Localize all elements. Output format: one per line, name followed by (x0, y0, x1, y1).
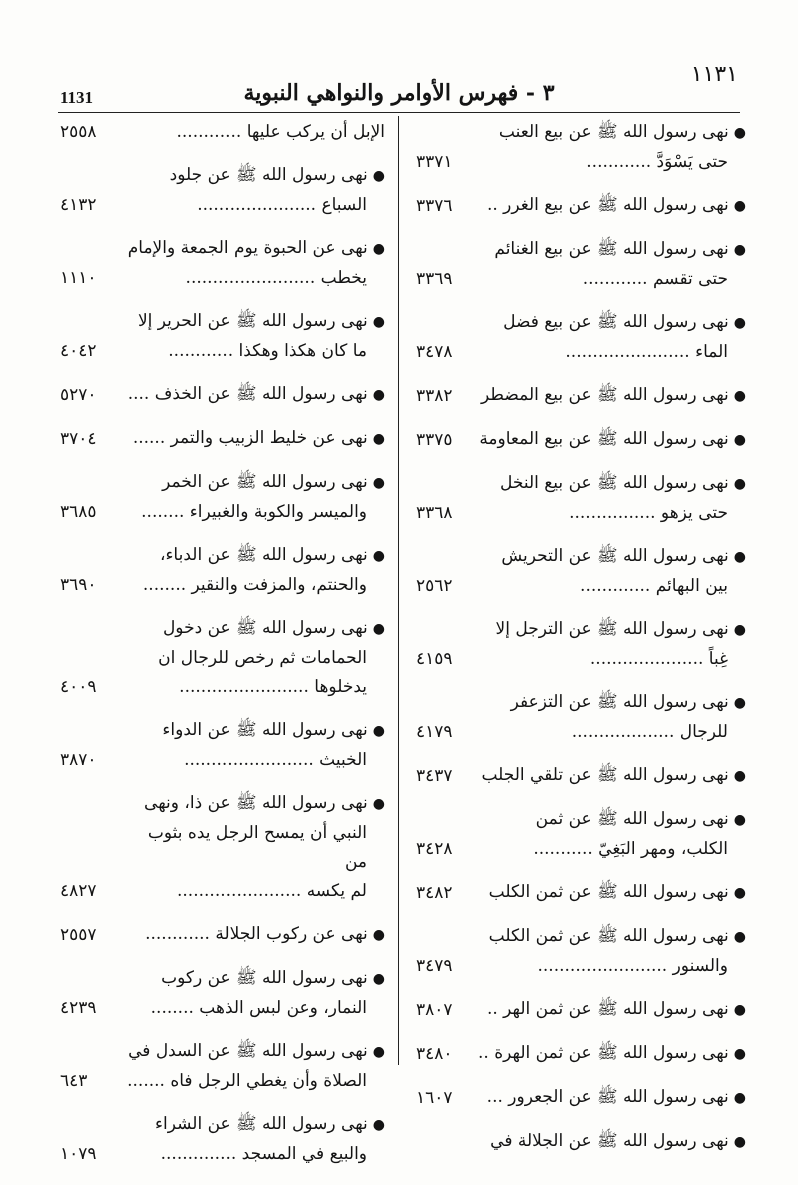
entry-line-text: حتى يَسْوَدَّ ............ (586, 152, 728, 172)
entry-text (478, 995, 746, 1025)
bullet-icon: ● (733, 812, 746, 828)
entry-line (122, 571, 385, 600)
bullet-icon: ● (733, 768, 746, 784)
entry-line (122, 789, 385, 819)
entry-line (122, 994, 385, 1023)
entry-line-text: نهى رسول الله ﷺ عن بيع العنب (498, 122, 729, 142)
entry-line-text: والسنور ........................ (537, 956, 728, 976)
entry-text (122, 161, 385, 220)
entry-text (478, 469, 746, 528)
index-entry (416, 615, 746, 674)
bullet-icon: ● (372, 1117, 385, 1133)
entry-text (122, 789, 385, 906)
entry-line (478, 235, 746, 265)
entry-line-text: الماء ....................... (565, 342, 728, 362)
hadith-number: ٤٠٠٩ (60, 677, 97, 697)
hadith-number: ٣٣٧٥ (416, 430, 453, 450)
bullet-icon: ● (733, 549, 746, 565)
bullet-icon: ● (733, 476, 746, 492)
entry-line-text: نهى رسول الله ﷺ عن الشراء (155, 1114, 368, 1134)
index-entry (416, 1127, 746, 1157)
entry-line (122, 1140, 385, 1169)
entry-line-text: النبي أن يمسح الرجل يده بثوب من (147, 823, 367, 872)
entry-line (478, 1083, 746, 1113)
hadith-number: ٣٤٣٧ (416, 766, 453, 786)
bullet-icon: ● (733, 1090, 746, 1106)
bullet-icon: ● (733, 929, 746, 945)
index-entry (60, 541, 385, 600)
entry-line (478, 688, 746, 718)
hadith-number: ٤١٧٩ (416, 722, 453, 742)
entry-line (122, 964, 385, 994)
entry-line-text: يخطب ........................ (185, 268, 367, 288)
entry-text (122, 380, 385, 410)
entry-line (478, 952, 746, 981)
entry-line-text: السباع ...................... (197, 195, 367, 215)
entry-line-text: نهى رسول الله ﷺ عن ثمن الهرة .. (478, 1043, 729, 1063)
index-entry (416, 995, 746, 1025)
bullet-icon: ● (372, 796, 385, 812)
entry-text (122, 920, 385, 950)
hadith-number: ٣٣٦٩ (416, 269, 453, 289)
bullet-icon: ● (372, 621, 385, 637)
bullet-icon: ● (372, 548, 385, 564)
entry-line (122, 1067, 385, 1096)
entry-line-text: والميسر والكوبة والغبيراء ........ (141, 502, 367, 522)
hadith-number: ٦٤٣ (60, 1071, 88, 1091)
hadith-number: ٣٣٨٢ (416, 386, 453, 406)
hadith-number: ٣٨٠٧ (416, 1000, 453, 1020)
bullet-icon: ● (372, 314, 385, 330)
entry-line-text: نهى عن خليط الزبيب والتمر ...... (132, 428, 368, 448)
entry-line-text: نهى رسول الله ﷺ عن الجعرور ... (486, 1087, 729, 1107)
entry-line (478, 191, 746, 221)
entry-line (122, 424, 385, 454)
index-entry (416, 469, 746, 528)
bullet-icon: ● (733, 315, 746, 331)
entry-text (122, 118, 385, 147)
entry-text (122, 307, 385, 366)
entry-line-text: حتى يزهو ................ (569, 503, 728, 523)
bullet-icon: ● (733, 695, 746, 711)
entry-line-text: غِباً ..................... (589, 649, 728, 669)
bullet-icon: ● (372, 168, 385, 184)
entry-text (122, 716, 385, 775)
entry-text (122, 234, 385, 293)
bullet-icon: ● (733, 1134, 746, 1150)
index-entry (416, 878, 746, 908)
entry-line-text: نهى رسول الله ﷺ عن الخذف .... (127, 384, 368, 404)
bullet-icon: ● (733, 198, 746, 214)
entry-line (122, 118, 385, 147)
index-entry (416, 922, 746, 981)
entry-line (478, 148, 746, 177)
entry-line (478, 542, 746, 572)
index-entry (60, 920, 385, 950)
entry-text (122, 964, 385, 1023)
entry-line-text: نهى رسول الله ﷺ عن بيع الغنائم (494, 239, 729, 259)
entry-line (122, 337, 385, 366)
entry-line-text: نهى رسول الله ﷺ عن بيع المعاومة (479, 429, 729, 449)
entry-line (478, 425, 746, 455)
hadith-number: ٤٢٣٩ (60, 998, 97, 1018)
index-entry (60, 118, 385, 147)
bullet-icon: ● (733, 388, 746, 404)
entry-line (122, 920, 385, 950)
right-column (416, 118, 746, 1171)
entry-line-text: نهى رسول الله ﷺ عن بيع فضل (503, 312, 729, 332)
bullet-icon: ● (372, 241, 385, 257)
entry-line-text: نهى رسول الله ﷺ عن جلود (169, 165, 368, 185)
bullet-icon: ● (733, 432, 746, 448)
entry-line (122, 498, 385, 527)
entry-line (122, 380, 385, 410)
index-entry (60, 1110, 385, 1169)
index-entry (416, 688, 746, 747)
index-entry (416, 805, 746, 864)
entry-line (122, 191, 385, 220)
entry-text (122, 541, 385, 600)
entry-line-text: نهى رسول الله ﷺ عن ذا، ونهى (144, 793, 368, 813)
index-entry (60, 380, 385, 410)
entry-line (122, 264, 385, 293)
bullet-icon: ● (733, 1046, 746, 1062)
index-entry (416, 118, 746, 177)
entry-line-text: نهى رسول الله ﷺ عن ثمن الكلب (488, 926, 729, 946)
entry-line (122, 614, 385, 644)
hadith-number: ٣٦٩٠ (60, 575, 97, 595)
entry-text (478, 878, 746, 908)
entry-line (122, 161, 385, 191)
entry-text (122, 424, 385, 454)
entry-text (478, 425, 746, 455)
entry-line (122, 1037, 385, 1067)
bullet-icon: ● (372, 723, 385, 739)
entry-line (478, 265, 746, 294)
entry-line (122, 716, 385, 746)
hadith-number: ٣٤٢٨ (416, 839, 453, 859)
entry-line (478, 338, 746, 367)
hadith-number: ٤٨٢٧ (60, 881, 97, 901)
entry-line (478, 1039, 746, 1069)
index-entry (60, 234, 385, 293)
entry-line-text: النمار، وعن لبس الذهب ........ (150, 998, 367, 1018)
hadith-number: ٤٠٤٢ (60, 341, 97, 361)
index-entry (416, 1083, 746, 1113)
entry-line-text: نهى رسول الله ﷺ عن التزعفر (510, 692, 729, 712)
entry-line-text: لم يكسه ....................... (177, 881, 367, 901)
entry-text (478, 542, 746, 601)
entry-line (122, 307, 385, 337)
entry-line-text: نهى رسول الله ﷺ عن التحريش (501, 546, 729, 566)
hadith-number: ٥٢٧٠ (60, 385, 97, 405)
entry-text (478, 761, 746, 791)
entry-line-text: الخبيث ........................ (184, 750, 367, 770)
page-header (60, 62, 738, 112)
entry-line-text: نهى رسول الله ﷺ عن ركوب (161, 968, 368, 988)
index-entry (60, 468, 385, 527)
hadith-number: ٢٥٦٢ (416, 576, 453, 596)
entry-line (122, 746, 385, 775)
entry-line (122, 234, 385, 264)
hadith-number: ٣٣٧١ (416, 152, 453, 172)
bullet-icon: ● (733, 622, 746, 638)
entry-line (122, 1110, 385, 1140)
entry-text (478, 922, 746, 981)
bullet-icon: ● (372, 387, 385, 403)
entry-line (122, 673, 385, 702)
entry-text (122, 1110, 385, 1169)
entry-line-text: يدخلوها ........................ (179, 677, 367, 697)
left-column (60, 118, 385, 1183)
entry-line (122, 819, 385, 877)
entry-text (478, 805, 746, 864)
entry-line-text: للرجال ................... (571, 722, 728, 742)
entry-line (478, 805, 746, 835)
entry-line-text: الكلب، ومهر البَغِيّ ........... (533, 839, 728, 859)
index-entry (60, 1037, 385, 1096)
entry-line (478, 572, 746, 601)
entry-text (478, 1039, 746, 1069)
page-number-latin: 1131 (60, 88, 94, 107)
entry-line (122, 644, 385, 673)
entry-text (478, 615, 746, 674)
index-entry (416, 542, 746, 601)
bullet-icon: ● (372, 927, 385, 943)
index-entry (416, 1039, 746, 1069)
entry-line (478, 995, 746, 1025)
index-entry (60, 161, 385, 220)
index-entry (416, 191, 746, 221)
entry-line-text: نهى رسول الله ﷺ عن ثمن الهر .. (486, 999, 729, 1019)
index-entry (416, 425, 746, 455)
bullet-icon: ● (733, 1002, 746, 1018)
entry-line-text: حتى تقسم ............ (582, 269, 728, 289)
entry-line (122, 877, 385, 906)
entry-text (478, 381, 746, 411)
hadith-number: ٣٦٨٥ (60, 502, 97, 522)
entry-line-text: نهى رسول الله ﷺ عن الترجل إلا (495, 619, 729, 639)
bullet-icon: ● (733, 242, 746, 258)
entry-text (478, 1083, 746, 1113)
entry-text (478, 688, 746, 747)
hadith-number: ٣٤٨٢ (416, 883, 453, 903)
entry-line-text: نهى رسول الله ﷺ عن الخمر (162, 472, 368, 492)
entry-line (478, 761, 746, 791)
entry-line (478, 645, 746, 674)
bullet-icon: ● (372, 1044, 385, 1060)
entry-line-text: نهى رسول الله ﷺ عن بيع المضطر (481, 385, 729, 405)
entry-line-text: نهى رسول الله ﷺ عن بيع النخل (499, 473, 729, 493)
entry-text (122, 614, 385, 702)
index-entry (60, 424, 385, 454)
entry-line (478, 878, 746, 908)
entry-line-text: نهى رسول الله ﷺ عن السدل في (128, 1041, 368, 1061)
hadith-number: ٣٤٨٠ (416, 1044, 453, 1064)
entry-line (122, 468, 385, 498)
hadith-number: ٤١٣٢ (60, 195, 97, 215)
entry-line-text: والبيع في المسجد .............. (160, 1144, 367, 1164)
entry-text (122, 1037, 385, 1096)
entry-line-text: نهى رسول الله ﷺ عن دخول (162, 618, 368, 638)
hadith-number: ٢٥٥٧ (60, 925, 97, 945)
entry-line (478, 835, 746, 864)
entry-line (478, 308, 746, 338)
index-entry (60, 964, 385, 1023)
entry-line-text: الصلاة وأن يغطي الرجل فاه ....... (127, 1071, 367, 1091)
entry-line (478, 922, 746, 952)
bullet-icon: ● (372, 431, 385, 447)
hadith-number: ٣٤٧٨ (416, 342, 453, 362)
entry-line (478, 499, 746, 528)
bullet-icon: ● (372, 475, 385, 491)
bullet-icon: ● (733, 885, 746, 901)
entry-text (478, 191, 746, 221)
entry-line-text: نهى رسول الله ﷺ عن الدواء (162, 720, 368, 740)
hadith-number: ٣٣٦٨ (416, 503, 453, 523)
hadith-number: ١٠٧٩ (60, 1144, 97, 1164)
entry-line-text: نهى رسول الله ﷺ عن الجلالة في (490, 1131, 729, 1151)
entry-line-text: نهى رسول الله ﷺ عن بيع الغرر .. (486, 195, 729, 215)
entry-line-text: الإبل أن يركب عليها ............ (176, 122, 385, 142)
entry-line (122, 541, 385, 571)
entry-line (478, 718, 746, 747)
page-title: ٣ - فهرس الأوامر والنواهي النبوية (243, 80, 555, 106)
entry-line (478, 469, 746, 499)
entry-line-text: نهى رسول الله ﷺ عن الحرير إلا (137, 311, 368, 331)
bullet-icon: ● (733, 125, 746, 141)
index-entry (416, 308, 746, 367)
hadith-number: ٣٤٧٩ (416, 956, 453, 976)
entry-line (478, 1127, 746, 1157)
hadith-number: ٤١٥٩ (416, 649, 453, 669)
entry-line-text: بين البهائم ............. (580, 576, 728, 596)
index-entry (60, 307, 385, 366)
entry-text (478, 118, 746, 177)
entry-line-text: نهى رسول الله ﷺ عن ثمن (535, 809, 729, 829)
index-entry (416, 381, 746, 411)
hadith-number: ١٦٠٧ (416, 1088, 453, 1108)
header-rule (58, 112, 740, 113)
entry-line-text: نهى رسول الله ﷺ عن تلقي الجلب (481, 765, 729, 785)
entry-line-text: الحمامات ثم رخص للرجال ان (158, 648, 367, 668)
index-entry (60, 789, 385, 906)
page-number-arabic: ١١٣١ (690, 62, 738, 87)
entry-text (478, 1127, 746, 1157)
hadith-number: ٢٥٥٨ (60, 122, 97, 142)
hadith-number: ٣٨٧٠ (60, 750, 97, 770)
entry-line-text: نهى عن ركوب الجلالة ............ (145, 924, 368, 944)
entry-line-text: نهى رسول الله ﷺ عن ثمن الكلب (488, 882, 729, 902)
entry-line (478, 381, 746, 411)
column-divider (398, 116, 399, 1065)
hadith-number: ٣٣٧٦ (416, 196, 453, 216)
bullet-icon: ● (372, 971, 385, 987)
index-entry (60, 614, 385, 702)
hadith-number: ٣٧٠٤ (60, 429, 97, 449)
index-entry (60, 716, 385, 775)
entry-line-text: نهى رسول الله ﷺ عن الدباء، (159, 545, 368, 565)
index-entry (416, 235, 746, 294)
entry-text (478, 235, 746, 294)
entry-line (478, 615, 746, 645)
entry-text (122, 468, 385, 527)
index-entry (416, 761, 746, 791)
hadith-number: ١١١٠ (60, 268, 97, 288)
entry-line (478, 118, 746, 148)
entry-line-text: نهى عن الحبوة يوم الجمعة والإمام (127, 238, 368, 258)
entry-line-text: ما كان هكذا وهكذا ............ (168, 341, 367, 361)
entry-text (478, 308, 746, 367)
entry-line-text: والحنتم، والمزفت والنقير ........ (142, 575, 367, 595)
